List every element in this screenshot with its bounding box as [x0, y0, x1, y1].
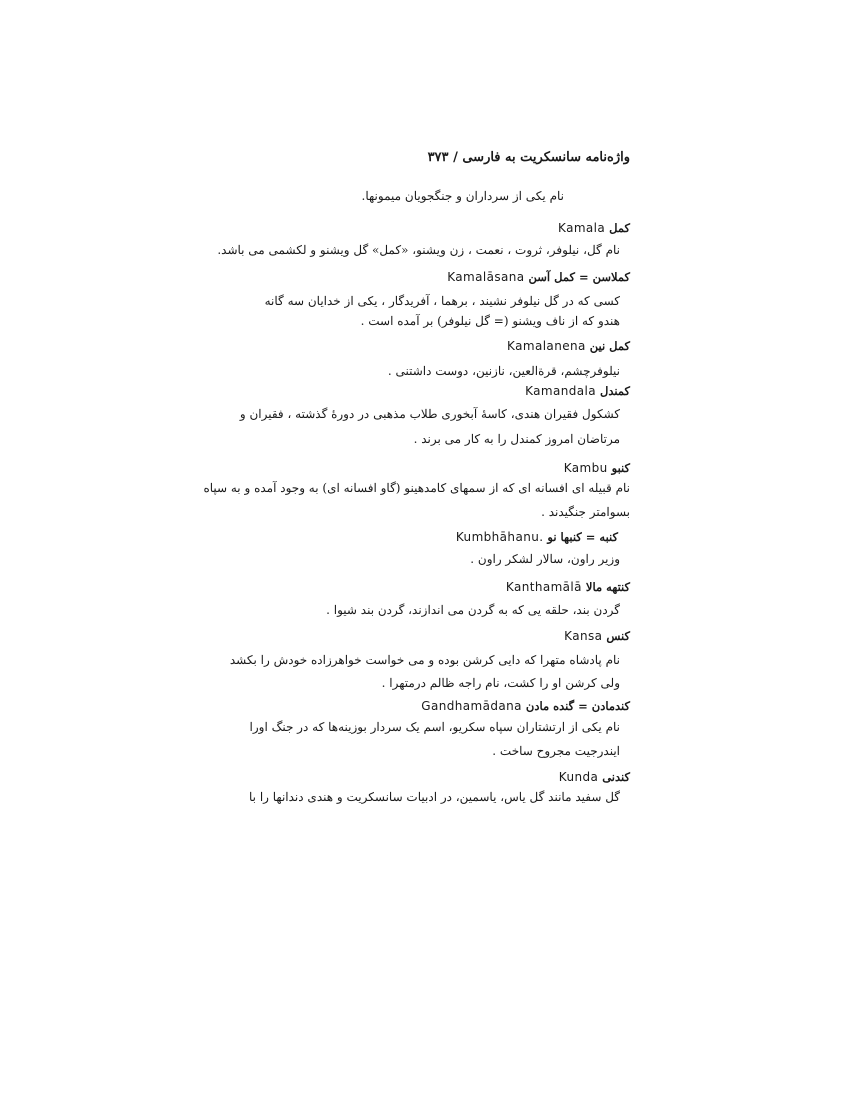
headword-latin: Kamalanena — [507, 339, 586, 353]
headword-entry — [564, 628, 630, 643]
headword-latin: Kambu — [563, 461, 608, 475]
headword-persian: کمل نین — [589, 339, 630, 353]
definition-line: نام یکی از ارتشتاران سپاه سکریو، اسم یک سردار بوزینه‌ها که در جنگ اورا — [249, 720, 620, 734]
headword-persian: کمل — [609, 221, 630, 235]
headword-persian: کندمادن = گنده مادن — [525, 699, 630, 713]
headword-latin: Kanthamālā — [505, 580, 582, 594]
headword-persian: کمندل — [600, 384, 630, 398]
definition-line: نام یکی از سرداران و جنگجویان میمونها. — [361, 189, 564, 203]
definition-line: کسی که در گل نیلوفر نشیند ، برهما ، آفریدگار ، یکی از خدایان سه گانه — [264, 294, 620, 308]
headword-latin: Kamandala — [525, 384, 597, 398]
headword-entry — [525, 383, 630, 398]
headword-entry — [558, 220, 630, 235]
headword-entry — [507, 338, 630, 353]
headword-entry — [506, 579, 630, 594]
headword-latin: Gandhamādana — [421, 699, 522, 713]
definition-line: ایندرجیت مجروح ساخت . — [492, 744, 620, 758]
running-head — [220, 150, 630, 165]
definition-line: نام گل، نیلوفر، ثروت ، نعمت ، زن ویشنو، «کمل» گل ویشنو و لکشمی می باشد. — [217, 243, 620, 257]
headword-latin: Kansa — [564, 629, 603, 643]
running-head-separator: / — [453, 150, 458, 165]
headword-entry — [559, 769, 630, 784]
page-number: ۳۷۳ — [427, 150, 449, 165]
definition-line: گردن بند، حلقه یی که به گردن می اندازند، گردن بند شیوا . — [326, 603, 620, 617]
headword-latin: Kumbhāhanu. — [455, 530, 544, 544]
headword-persian: کندنی — [602, 770, 630, 784]
headword-persian: کملاسن = کمل آسن — [528, 270, 630, 284]
definition-line: نام قبیله ای افسانه ای که از سمهای کامدهینو (گاو افسانه ای) به وجود آمده و به سپاه — [203, 481, 630, 495]
headword-entry — [447, 269, 630, 284]
definition-line: وزیر راون، سالار لشکر راون . — [470, 552, 620, 566]
headword-entry — [564, 460, 630, 475]
headword-latin: Kunda — [558, 770, 599, 784]
headword-persian: کنبو — [611, 461, 630, 475]
headword-latin: Kamalāsana — [447, 270, 525, 284]
definition-line: نیلوفرچشم، قرةالعین، نازنین، دوست داشتنی . — [387, 364, 620, 378]
definition-line: هندو که از ناف ویشنو (= گل نیلوفر) بر آمده است . — [360, 314, 620, 328]
headword-persian: کنس — [606, 629, 630, 643]
dictionary-page — [203, 150, 630, 810]
headword-latin: Kamala — [558, 221, 606, 235]
headword-persian: کنتهه مالا — [585, 580, 630, 594]
headword-entry — [456, 529, 618, 544]
definition-line: کشکول فقیران هندی، کاسهٔ آبخوری طلاب مذهبی در دورهٔ گذشته ، فقیران و — [239, 407, 620, 421]
running-head-title: واژه‌نامه سانسکریت به فارسی — [462, 150, 630, 165]
definition-line: بسوامتر جنگیدند . — [541, 505, 630, 519]
definition-line: ولی کرشن او را کشت، نام راجه ظالم درمتهرا . — [381, 676, 620, 690]
headword-persian: کنبه = کنبها نو — [547, 530, 618, 544]
definition-line: گل سفید مانند گل یاس، یاسمین، در ادبیات سانسکریت و هندی دندانها را با — [249, 790, 620, 804]
definition-line: نام پادشاه متهرا که دایی کرشن بوده و می خواست خواهرزاده خودش را بکشد — [229, 653, 620, 667]
definition-line: مرتاضان امروز کمندل را به کار می برند . — [413, 432, 620, 446]
headword-entry — [421, 698, 630, 713]
